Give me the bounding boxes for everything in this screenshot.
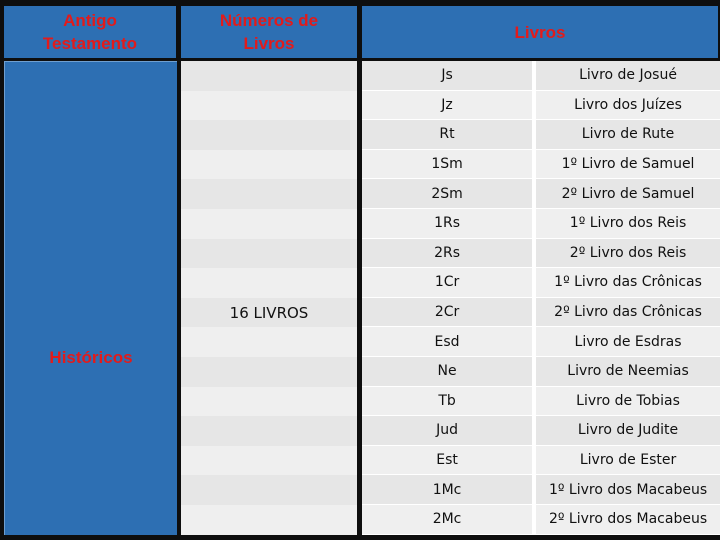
book-name: Livro de Neemias [532, 357, 720, 386]
book-abbreviation: Rt [439, 126, 455, 143]
book-name: 1º Livro dos Macabeus [532, 475, 720, 504]
count-column-stripe [181, 416, 357, 446]
book-abbreviation: 2Mc [432, 511, 462, 528]
book-name: Livro de Esdras [532, 327, 720, 356]
count-column-stripe [181, 327, 357, 357]
book-abbreviation: Est [436, 452, 458, 469]
count-column-stripe [181, 268, 357, 298]
count-column-stripe [181, 61, 357, 91]
book-abbreviation: 1Mc [432, 481, 462, 498]
header-testament: Antigo Testamento [4, 6, 176, 58]
book-name: Livro de Ester [532, 446, 720, 475]
table-row [362, 239, 720, 269]
table-row [362, 357, 720, 387]
count-column-stripe [181, 505, 357, 535]
book-abbreviation: Js [441, 67, 453, 84]
book-name: Livro dos Juízes [532, 91, 720, 120]
book-name: 2º Livro das Crônicas [532, 298, 720, 327]
count-column-stripe [181, 475, 357, 505]
book-abbreviation: Esd [434, 333, 460, 350]
table-row [362, 416, 720, 446]
book-abbreviation: 2Rs [434, 244, 460, 261]
book-name: Livro de Josué [532, 61, 720, 90]
book-abbreviation: Tb [438, 392, 456, 409]
book-abbreviation: 2Sm [431, 185, 463, 202]
table-row [362, 446, 720, 476]
table-row [362, 475, 720, 505]
book-abbreviation: Jz [441, 96, 453, 113]
table-row [362, 268, 720, 298]
count-column [181, 61, 357, 534]
book-name: 1º Livro de Samuel [532, 150, 720, 179]
book-abbreviation: 1Cr [434, 274, 460, 291]
book-name: 2º Livro de Samuel [532, 179, 720, 208]
count-column-stripe [181, 150, 357, 180]
book-abbreviation: Jud [436, 422, 458, 439]
header-books: Livros [362, 6, 718, 58]
table-row [362, 505, 720, 535]
table-row [362, 120, 720, 150]
testament-column [4, 61, 177, 535]
book-abbreviation: 2Cr [434, 304, 460, 321]
count-column-stripe [181, 387, 357, 417]
count-column-stripe [181, 179, 357, 209]
table-row [362, 298, 720, 328]
book-name: 2º Livro dos Macabeus [532, 505, 720, 534]
book-name: 2º Livro dos Reis [532, 239, 720, 268]
category-label: Históricos [49, 348, 133, 367]
table-row [362, 179, 720, 209]
table-row [362, 387, 720, 417]
book-name: 1º Livro dos Reis [532, 209, 720, 238]
table-row [362, 327, 720, 357]
count-column-stripe [181, 209, 357, 239]
book-name: Livro de Rute [532, 120, 720, 149]
book-name: Livro de Judite [532, 416, 720, 445]
count-column-stripe [181, 120, 357, 150]
count-label: 16 LIVROS [229, 304, 309, 322]
count-column-stripe [181, 239, 357, 269]
count-column-stripe [181, 357, 357, 387]
book-abbreviation: 1Sm [431, 156, 463, 173]
table-row [362, 150, 720, 180]
books-grid [362, 61, 720, 535]
table-row [362, 209, 720, 239]
count-column-stripe [181, 91, 357, 121]
table-row [362, 61, 720, 91]
header-book-count: Números de Livros [181, 6, 357, 58]
book-abbreviation: 1Rs [434, 215, 460, 232]
book-name: 1º Livro das Crônicas [532, 268, 720, 297]
count-column-stripe [181, 446, 357, 476]
book-abbreviation: Ne [437, 363, 457, 380]
table-row [362, 91, 720, 121]
book-name: Livro de Tobias [532, 387, 720, 416]
